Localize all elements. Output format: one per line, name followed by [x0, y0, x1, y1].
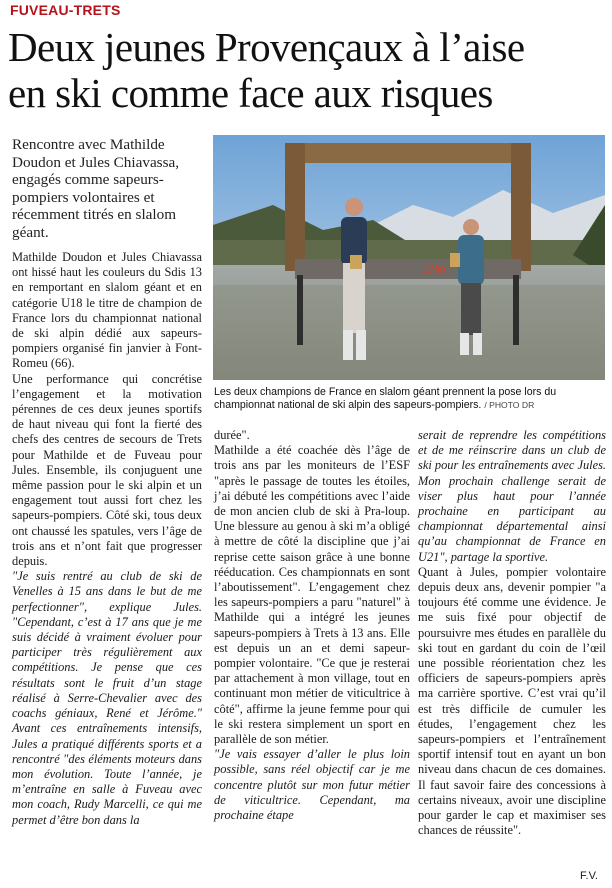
paragraph: "Je suis rentré au club de ski de Venelles à 15 ans dans le but de me perfectionner", explique Jules. "Cependant, c’est à 17 ans que je me suis décidé à vraiment évoluer pour participer très régulièrement aux compétitions. Je pense que ces résultats sont le fruit d’un stage réalisé à Serre-Chevalier avec des coachs géniaux, René et Jérôme." Avant ces entraînements intensifs, Jules a pratiqué différents sports et a rencontré "des éléments moteurs dans mon évolution. Toute l’année, je m’entraîne en salle à Fuveau avec mon coach, Rudy Marcelli, ce qui me permet d’être bon dans la — [12, 569, 202, 827]
article-column-2 — [214, 428, 410, 823]
paragraph: serait de reprendre les compétitions et de me réinscrire dans un club de ski pour les entraînements avec Jules. Mon prochain challenge serait de viser plus haut pour l’année prochaine en participant au championnat départemental ainsi qu’au championnat de France en U21", partage la sportive. — [418, 428, 606, 564]
article-column-1 — [12, 250, 202, 828]
paragraph: Mathilde Doudon et Jules Chiavassa ont hissé haut les couleurs du Sdis 13 en remportant en slalom géant et en catégorie U18 le titre de champion de France lors du championnat national de ski alpin dédié aux sapeurs-pompiers organisé fin janvier à Font-Romeu (66). — [12, 250, 202, 371]
headline-line-2: en ski comme face aux risques — [8, 70, 493, 116]
article-column-3 — [418, 428, 606, 838]
author-signature: F.V. — [580, 870, 598, 882]
ski-podium-photo — [213, 135, 605, 380]
paragraph: Une performance qui concrétise l’engagement et la motivation pérennes de ces deux jeunes sportifs de haut niveau qui font la fierté des chefs des centres de secours de Trets pour Mathilde et de Fuveau pour Jules. Ensemble, ils conjuguent une même passion pour le ski alpin et un engagement tout aussi fort chez les sapeurs-pompiers. Côté ski, tous deux ont chaussé les spatules, vers l’âge de trois ans et n’ont fait que progresser depuis. — [12, 371, 202, 569]
section-kicker: FUVEAU-TRETS — [10, 2, 121, 18]
paragraph: "Je vais essayer d’aller le plus loin possible, sans réel objectif car je me concentre plutôt sur mon futur métier de viticultrice. Cependant, ma prochaine étape — [214, 747, 410, 823]
headline-line-1: Deux jeunes Provençaux à l’aise — [8, 24, 525, 70]
article-photo — [213, 135, 605, 380]
photo-credit: / PHOTO DR — [484, 400, 535, 410]
article-lead: Rencontre avec Mathilde Doudon et Jules Chiavassa, engagés comme sapeurs-pompiers volontaires et récemment titrés en slalom géant. — [12, 136, 180, 241]
sign-number: 1790 — [423, 265, 446, 276]
headline — [8, 24, 608, 116]
paragraph: durée". — [214, 428, 250, 442]
paragraph: Quant à Jules, pompier volontaire depuis deux ans, devenir pompier "a toujours été comme une évidence. Je me suis fixé pour objectif de poursuivre mes études en parallèle du ski tout en gardant du coin de l’œil une possible réorientation chez les officiers de sapeurs-pompiers après ma carrière sportive. C’est vrai qu’il est très difficile de cumuler les études, l’engagement chez les sapeurs-pompiers et l’entraînement sportif intensif tout en ayant un bon niveau dans chacun de ces domaines. Il faut savoir faire des concessions à certains niveaux, avoir une discipline pour garder le cap et maximiser ses chances de réussite". — [418, 564, 606, 838]
caption-text: Les deux champions de France en slalom géant prennent la pose lors du championnat national de ski alpin des sapeurs-pompiers. — [214, 386, 557, 411]
photo-caption — [214, 386, 608, 412]
paragraph: Mathilde a été coachée dès l’âge de trois ans par les moniteurs de l’ESF "après le passage de toutes les étoiles, j’ai débuté les compétitions avec l’aide de mon ancien club de ski à Pra-loup. Une blessure au genou à ski m’a obligé à mettre de côté la discipline que j’ai reprise cette saison grâce à une bonne rééducation. Ces championnats en sont l’aboutissement". L’engagement chez les sapeurs-pompiers a paru "naturel" à Mathilde qui a intégré les jeunes sapeurs-pompiers à Trets à 13 ans. Elle est depuis un an et demi sapeur-pompier volontaire. "Ce que je resterai par attachement à mon village, tout en continuant mon métier de viticultrice à côté", affirme la jeune femme pour qui le ski restera simplement un sport en parallèle de son métier. — [214, 443, 410, 747]
